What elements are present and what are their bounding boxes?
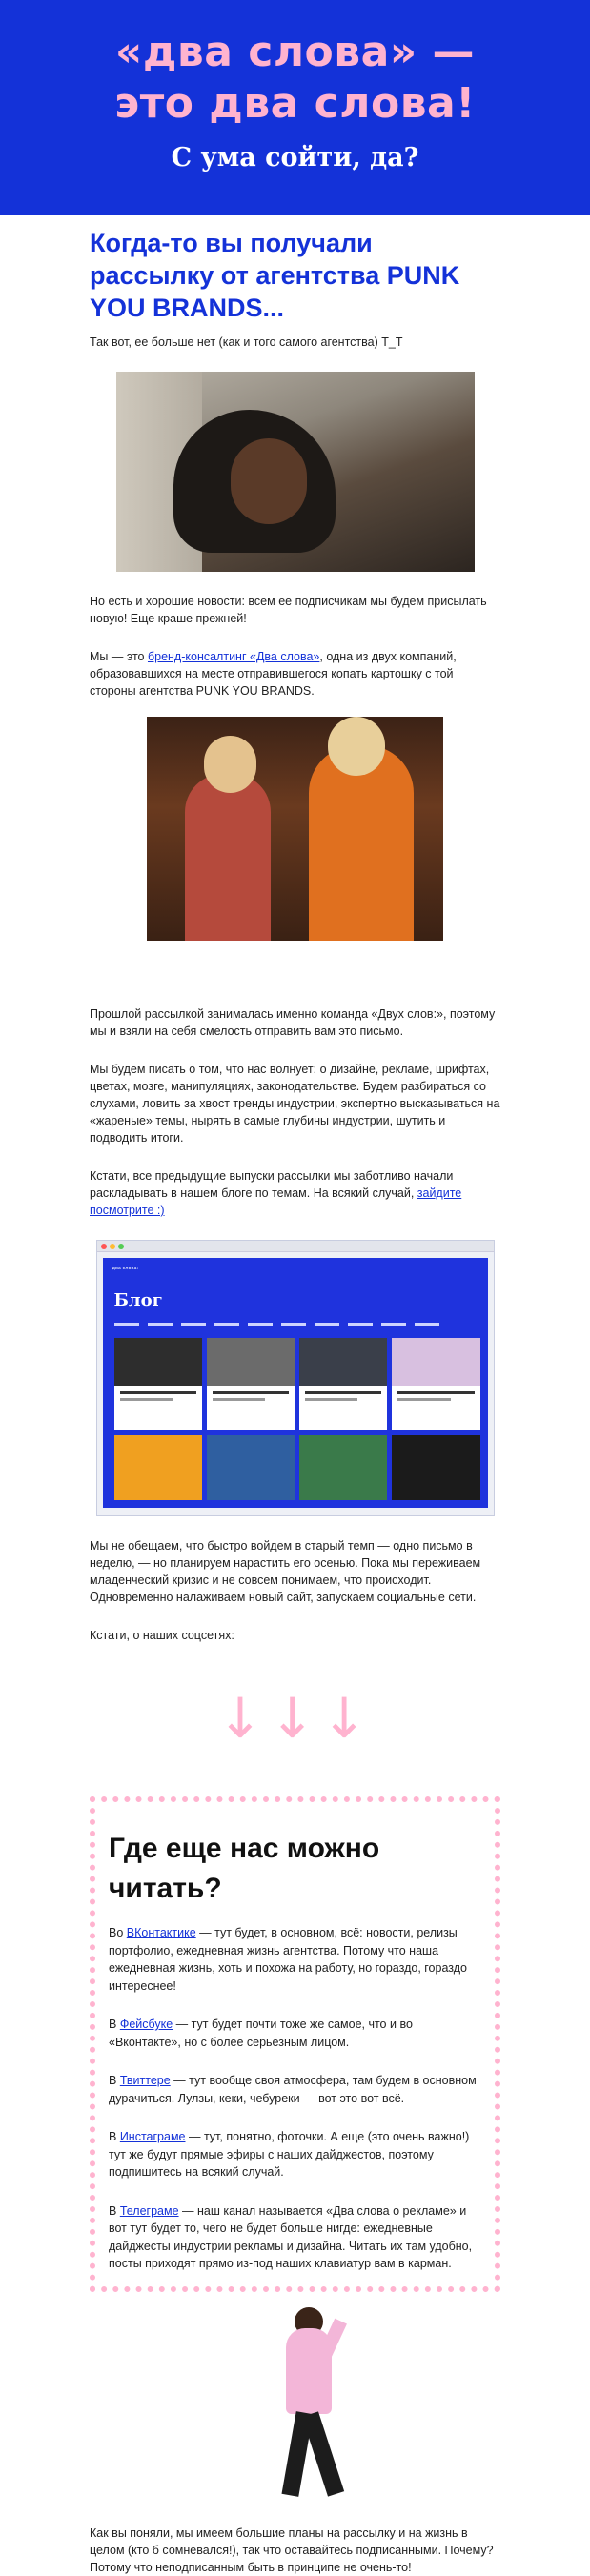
hero-banner xyxy=(0,0,590,215)
good-news-text: Но есть и хорошие новости: всем ее подписчикам мы будем присылать новую! Еще краше прежней! xyxy=(90,595,487,625)
newsletter-headline: Когда-то вы получали рассылку от агентства PUNK YOU BRANDS... xyxy=(90,229,460,322)
browser-bar xyxy=(97,1241,494,1252)
hero-title xyxy=(0,27,590,130)
vk-link[interactable]: ВКонтактике xyxy=(126,1926,196,1939)
newsletter-body xyxy=(0,227,590,1644)
closing-text: Как вы поняли, мы имеем большие планы на рассылку и на жизнь в целом (кто б сомневался!), так что оставайтесь подписанными. Почему? Потому что неподписанным быть в принципе не очень-то! xyxy=(90,2525,494,2574)
down-arrows-icon: ↓↓↓ xyxy=(216,1686,374,1751)
social-item-facebook: В Фейсбуке — тут будет почти тоже же самое, что и во «Вконтакте», но с более серьезным лицом. xyxy=(109,2018,413,2049)
dancing-man-gif xyxy=(119,2307,472,2505)
blog-screenshot[interactable] xyxy=(96,1240,495,1516)
socials-box xyxy=(90,1796,500,2292)
topics-text: Мы будем писать о том, что нас волнует: о дизайне, рекламе, шрифтах, цветах, мозге, манипуляциях, законодательстве. Будем разбираться со слухами, ловить за хвост тренды индустрии, экспертно высказываться на «жареные» темы, нырять в самые глубины индустрии, шутить и подводить итоги. xyxy=(90,1063,500,1145)
blog-nav xyxy=(114,1321,480,1329)
hero-title-line1: «два слова» — xyxy=(114,28,476,76)
brand-consulting-link[interactable]: бренд-консалтинг «Два слова» xyxy=(147,650,320,663)
telegram-link[interactable]: Телеграме xyxy=(119,2203,179,2218)
blog-cards xyxy=(114,1338,480,1430)
cheering-women-gif xyxy=(147,717,443,941)
blog-cards-row2 xyxy=(114,1435,480,1500)
archive-text: Кстати, все предыдущие выпуски рассылки мы заботливо начали раскладывать в нашем блоге по темам. На всякий случай, зайдите посмотрите :) xyxy=(90,1169,462,1217)
team-note-text: Прошлой рассылкой занималась именно команда «Двух слов:», поэтому мы и взяли на себя смелость отправить вам это письмо. xyxy=(90,1007,496,1038)
social-item-telegram: В Телеграме — наш канал называется «Два слова о рекламе» и вот тут будет то, чего не будет больше нигде: ежедневные дайджесты индустрии рекламы и дизайна. Читать их там удобно, посты приходят прямо из-под наших клавиатур вам в карман. xyxy=(109,2203,473,2270)
hero-subtitle: С ума сойти, да? xyxy=(171,143,419,172)
facebook-link[interactable]: Фейсбуке xyxy=(119,2018,173,2031)
blog-page-preview xyxy=(103,1258,488,1508)
promise-text: Мы не обещаем, что быстро войдем в старый темп — одно письмо в неделю, — но планируем нарастить его осенью. Пока мы переживаем младенческий кризис и не совсем понимаем, что происходит. Одновременно налаживаем новый сайт, запускаем социальные сети. xyxy=(90,1539,481,1604)
intro-text: Так вот, ее больше нет (как и того самого агентства) T_T xyxy=(90,335,403,349)
blog-archive-link[interactable]: зайдите посмотрите :) xyxy=(90,1187,462,1217)
twitter-link[interactable]: Твиттере xyxy=(119,2074,171,2087)
crying-man-gif xyxy=(116,372,475,572)
socials-lead-text: Кстати, о наших соцсетях: xyxy=(90,1629,234,1642)
instagram-link[interactable]: Инстаграме xyxy=(119,2130,186,2143)
social-item-twitter: В Твиттере — тут вообще своя атмосфера, там будем в основном дурачиться. Лулзы, кеки, чебуреки — вот это вот всё. xyxy=(109,2074,477,2105)
about-text: Мы — это бренд-консалтинг «Два слова», одна из двух компаний, образовавшихся на месте отправившегося копать картошку с той стороны агентства PUNK YOU BRANDS. xyxy=(90,650,457,698)
socials-heading: Где еще нас можно читать? xyxy=(109,1833,380,1904)
blog-logo: два слова: xyxy=(112,1266,139,1271)
social-item-vk: Во ВКонтактике — тут будет, в основном, всё: новости, релизы портфолио, ежедневная жизнь агентства. Потому что наша ежедневная жизнь, хоть и похожа на работу, но гораздо, гораздо интереснее! xyxy=(109,1926,467,1993)
social-item-instagram: В Инстаграме — тут, понятно, фоточки. А еще (это очень важно!) тут же будут прямые эфиры с наших дайджестов, поэтому подпишитесь на всякий случай. xyxy=(109,2130,470,2179)
hero-title-line2: это два слова! xyxy=(114,79,476,128)
blog-title: Блог xyxy=(113,1290,163,1310)
